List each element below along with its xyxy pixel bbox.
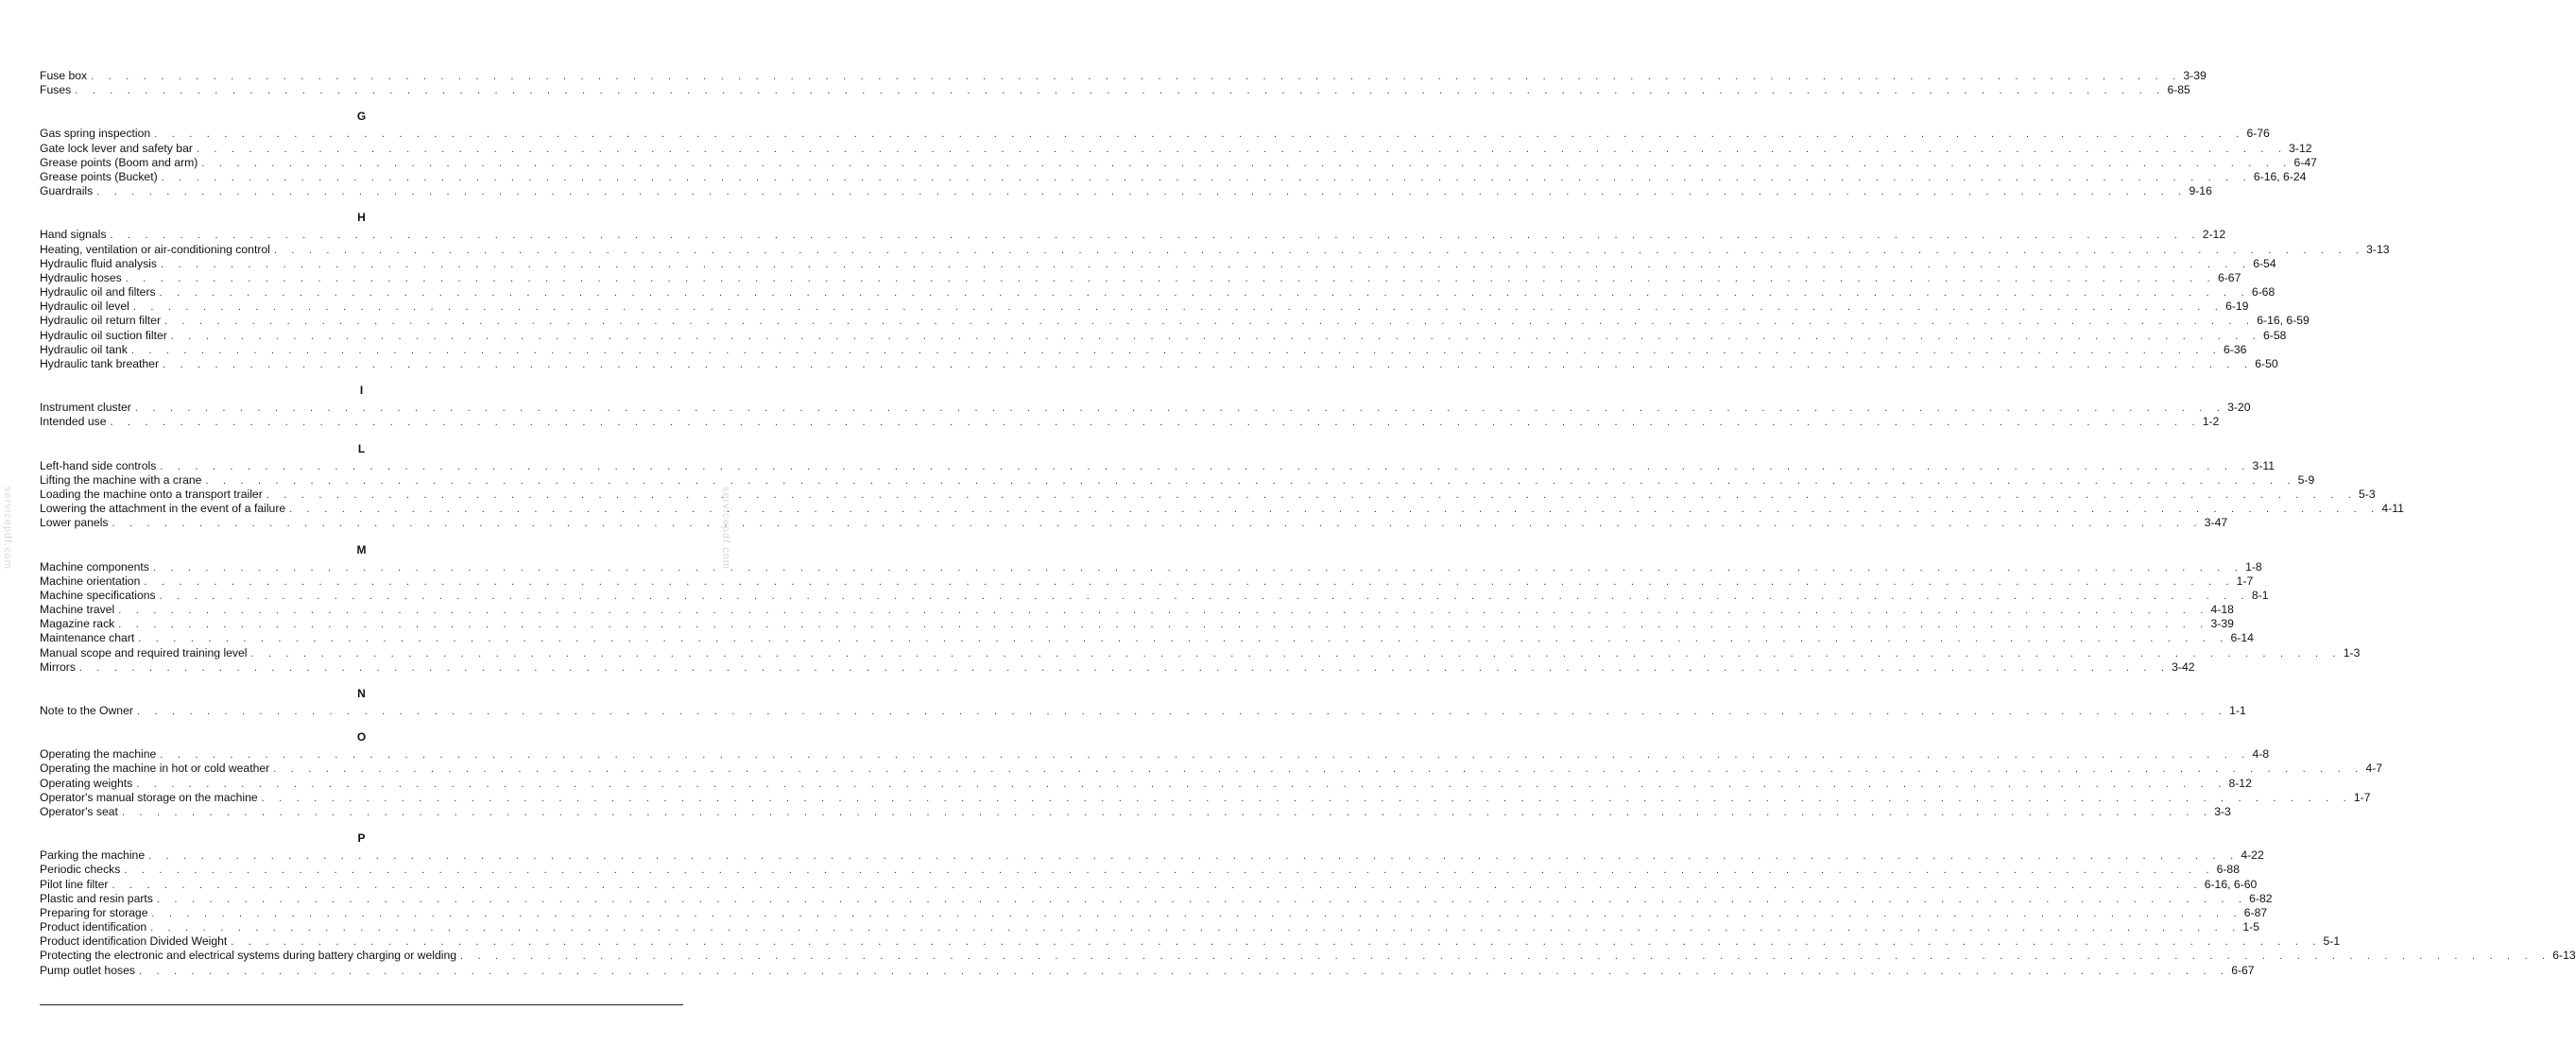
index-entry[interactable]	[40, 574, 2254, 589]
dot-leader: . . . . . . . . . . . . . . . . . . . . . . . . . . . . . . . . . . . . . . . . . . . . . . . . . . . . . . . . . . . . . . . . . . . . . . . . . . . . . . . . . . . . . . . . . . . . . . . . . . . . . . . . . . . . . . . . . . . . . . . .	[144, 575, 2235, 588]
dot-leader: . . . . . . . . . . . . . . . . . . . . . . . . . . . . . . . . . . . . . . . . . . . . . . . . . . . . . . . . . . . . . . . . . . . . . . . . . . . . . . . . . . . . . . . . . . . . . . . . . . . . . . . . . . . . . . . . . . . . . . . .	[266, 488, 2358, 501]
section-letter: M	[356, 542, 367, 557]
index-term: Machine specifications	[40, 588, 156, 602]
page-reference: 1-5	[2242, 920, 2259, 934]
index-term: Manual scope and required training level	[40, 645, 248, 659]
dot-leader: . . . . . . . . . . . . . . . . . . . . . . . . . . . . . . . . . . . . . . . . . . . . . . . . . . . . . . . . . . . . . . . . . . . . . . . . . . . . . . . . . . . . . . . . . . . . . . . . . . . . . . . . . . . . . . . . . . . . . . . .	[160, 749, 2251, 762]
page-reference: 3-11	[2252, 458, 2275, 472]
index-term: Hydraulic oil level	[40, 300, 129, 314]
index-entry[interactable]	[40, 242, 2390, 257]
dot-leader: . . . . . . . . . . . . . . . . . . . . . . . . . . . . . . . . . . . . . . . . . . . . . . . . . . . . . . . . . . . . . . . . . . . . . . . . . . . . . . . . . . . . . . . . . . . . . . . . . . . . . . . . . . . . . . . . . . . . . . . .	[132, 301, 2224, 314]
index-term: Hydraulic tank breather	[40, 357, 159, 370]
index-term: Fuse box	[40, 69, 88, 82]
page-reference: 6-67	[2231, 963, 2255, 977]
page-reference: 6-58	[2263, 328, 2287, 342]
index-entry[interactable]	[40, 891, 2273, 906]
dot-leader: . . . . . . . . . . . . . . . . . . . . . . . . . . . . . . . . . . . . . . . . . . . . . . . . . . . . . . . . . . . . . . . . . . . . . . . . . . . . . . . . . . . . . . . . . . . . . . . . . . . . . . . . . . . . . . . . . . . . . . . .	[163, 359, 2254, 370]
dot-leader: . . . . . . . . . . . . . . . . . . . . . . . . . . . . . . . . . . . . . . . . . . . . . . . . . . . . . . . . . . . . . . . . . . . . . . . . . . . . . . . . . . . . . . . . . . . . . . . . . . . . . . . . . . . . . . . . . . . . . . . .	[125, 272, 2216, 284]
index-term: Lowering the attachment in the event of a failure	[40, 502, 286, 516]
index-term: Magazine rack	[40, 617, 115, 631]
index-entry[interactable]	[40, 69, 2207, 83]
index-term: Machine travel	[40, 603, 115, 617]
index-term: Mirrors	[40, 659, 76, 674]
index-term: Hydraulic oil tank	[40, 342, 128, 356]
page-reference: 6-82	[2249, 891, 2273, 905]
index-entry[interactable]	[40, 645, 2361, 660]
page-reference: 5-3	[2359, 487, 2376, 501]
dot-leader: . . . . . . . . . . . . . . . . . . . . . . . . . . . . . . . . . . . . . . . . . . . . . . . . . . . . . . . . . . . . . . . . . . . . . . . . . . . . . . . . . . . . . . . . . . . . . . . . . . . . . . . . . . . . . . . . . . . . . . . .	[134, 403, 2226, 415]
index-term: Maintenance chart	[40, 631, 135, 645]
watermark-left: servicepdf.com	[2, 487, 13, 570]
index-entry[interactable]	[40, 747, 2270, 762]
dot-leader: . . . . . . . . . . . . . . . . . . . . . . . . . . . . . . . . . . . . . . . . . . . . . . . . . . . . . . . . . . . . . . . . . . . . . . . . . . . . . . . . . . . . . . . . . . . . . . . . . . . . . . . . . . . . . . . . . . . . . . . .	[136, 778, 2227, 790]
index-section	[40, 730, 2383, 819]
index-entry[interactable]	[40, 963, 2255, 978]
index-section	[40, 211, 2390, 371]
page-reference: 3-39	[2183, 69, 2207, 82]
index-term: Product identification	[40, 920, 147, 934]
index-entry[interactable]	[40, 704, 2246, 718]
index-term: Operating the machine in hot or cold weather	[40, 762, 270, 776]
index-term: Hydraulic oil return filter	[40, 314, 162, 328]
dot-leader: . . . . . . . . . . . . . . . . . . . . . . . . . . . . . . . . . . . . . . . . . . . . . . . . . . . . . . . . . . . . . . . . . . . . . . . . . . . . . . . . . . . . . . . . . . . . . . . . . . . . . . . . . . . . . . . . . . . . . . . .	[150, 922, 2241, 934]
index-entry[interactable]	[40, 184, 2212, 198]
index-section	[40, 384, 2251, 429]
index-entry[interactable]	[40, 401, 2251, 415]
index-term: Hand signals	[40, 228, 107, 242]
index-entry[interactable]	[40, 228, 2226, 242]
index-term: Lower panels	[40, 516, 109, 530]
index-entry[interactable]	[40, 848, 2264, 863]
index-entry[interactable]	[40, 472, 2315, 488]
index-entry[interactable]	[40, 328, 2287, 343]
page-reference: 6-14	[2230, 631, 2254, 645]
index-term: Operating weights	[40, 776, 133, 790]
index-entry[interactable]	[40, 790, 2371, 805]
dot-leader: . . . . . . . . . . . . . . . . . . . . . . . . . . . . . . . . . . . . . . . . . . . . . . . . . . . . . . . . . . . . . . . . . . . . . . . . . . . . . . . . . . . . . . . . . . . . . . . . . . . . . . . . . . . . . . . . . . . . . . . .	[201, 157, 2293, 169]
page-reference: 6-88	[2216, 863, 2240, 877]
dot-leader: . . . . . . . . . . . . . . . . . . . . . . . . . . . . . . . . . . . . . . . . . . . . . . . . . . . . . . . . . . . . . . . . . . . . . . . . . . . . . . . . . . . . . . . . . . . . . . . . . . . . . . . . . . . . . . . . . . . . . . . .	[170, 330, 2262, 342]
index-term: Hydraulic fluid analysis	[40, 256, 157, 270]
index-entry[interactable]	[40, 603, 2234, 617]
index-entry[interactable]	[40, 863, 2240, 877]
index-entry[interactable]	[40, 631, 2254, 645]
index-section	[40, 69, 2207, 97]
dot-leader: . . . . . . . . . . . . . . . . . . . . . . . . . . . . . . . . . . . . . . . . . . . . . . . . . . . . . . . . . . . . . . . . . . . . . . . . . . . . . . . . . . . . . . . . . . . . . . . . . . . . . . . . . . . . . . . . . . . . . . . .	[110, 417, 2201, 429]
page-reference: 5-9	[2297, 472, 2315, 487]
index-term: Gate lock lever and safety bar	[40, 141, 193, 155]
dot-leader: . . . . . . . . . . . . . . . . . . . . . . . . . . . . . . . . . . . . . . . . . . . . . . . . . . . . . . . . . . . . . . . . . . . . . . . . . . . . . . . . . . . . . . . . . . . . . . . . . . . . . . . . . . . . . . . . . . . . . . . .	[75, 85, 2166, 97]
index-entry[interactable]	[40, 949, 2576, 963]
dot-leader: . . . . . . . . . . . . . . . . . . . . . . . . . . . . . . . . . . . . . . . . . . . . . . . . . . . . . . . . . . . . . . . . . . . . . . . . . . . . . . . . . . . . . . . . . . . . . . . . . . . . . . . . . . . . . . . . . . . . . . . .	[159, 287, 2250, 300]
index-term: Operating the machine	[40, 747, 157, 762]
index-entry[interactable]	[40, 920, 2259, 934]
dot-leader: . . . . . . . . . . . . . . . . . . . . . . . . . . . . . . . . . . . . . . . . . . . . . . . . . . . . . . . . . . . . . . . . . . . . . . . . . . . . . . . . . . . . . . . . . . . . . . . . . . . . . . . . . . . . . . . . . . . . . . . .	[289, 504, 2380, 516]
dot-leader: . . . . . . . . . . . . . . . . . . . . . . . . . . . . . . . . . . . . . . . . . . . . . . . . . . . . . . . . . . . . . . . . . . . . . . . . . . . . . . . . . . . . . . . . . . . . . . . . . . . . . . . . . . . . . . . . . . . . . . . .	[261, 792, 2352, 804]
index-term: Grease points (Bucket)	[40, 169, 158, 183]
page-reference: 3-3	[2214, 804, 2231, 818]
dot-leader: . . . . . . . . . . . . . . . . . . . . . . . . . . . . . . . . . . . . . . . . . . . . . . . . . . . . . . . . . . . . . . . . . . . . . . . . . . . . . . . . . . . . . . . . . . . . . . . . . . . . . . . . . . . . . . . . . . . . . . . .	[121, 806, 2213, 818]
index-entry[interactable]	[40, 285, 2275, 300]
index-entry[interactable]	[40, 659, 2195, 675]
section-letter: L	[357, 441, 366, 455]
index-term: Machine orientation	[40, 574, 141, 588]
index-term: Grease points (Boom and arm)	[40, 155, 198, 169]
page-reference: 6-87	[2243, 905, 2268, 919]
page-reference: 6-54	[2253, 256, 2276, 270]
dot-leader: . . . . . . . . . . . . . . . . . . . . . . . . . . . . . . . . . . . . . . . . . . . . . . . . . . . . . . . . . . . . . . . . . . . . . . . . . . . . . . . . . . . . . . . . . . . . . . . . . . . . . . . . . . . . . . . . . . . . . . . .	[250, 647, 2342, 659]
section-letter: H	[357, 211, 366, 225]
index-entry[interactable]	[40, 516, 2228, 530]
index-term: Hydraulic oil and filters	[40, 285, 156, 300]
page-reference: 1-2	[2202, 415, 2220, 429]
index-term: Loading the machine onto a transport trailer	[40, 487, 263, 501]
section-letter: I	[359, 384, 364, 398]
dot-leader: . . . . . . . . . . . . . . . . . . . . . . . . . . . . . . . . . . . . . . . . . . . . . . . . . . . . . . . . . . . . . . . . . . . . . . . . . . . . . . . . . . . . . . . . . . . . . . . . . . . . . . . . . . . . . . . . . . . . . . . .	[273, 763, 2364, 776]
index-entry[interactable]	[40, 141, 2312, 156]
index-entry[interactable]	[40, 415, 2220, 429]
dot-leader: . . . . . . . . . . . . . . . . . . . . . . . . . . . . . . . . . . . . . . . . . . . . . . . . . . . . . . . . . . . . . . . . . . . . . . . . . . . . . . . . . . . . . . . . . . . . . . . . . . . . . . . . . . . . . . . . . . . . . . . .	[164, 316, 2256, 328]
index-term: Preparing for storage	[40, 905, 148, 919]
dot-leader: . . . . . . . . . . . . . . . . . . . . . . . . . . . . . . . . . . . . . . . . . . . . . . . . . . . . . . . . . . . . . . . . . . . . . . . . . . . . . . . . . . . . . . . . . . . . . . . . . . . . . . . . . . . . . . . . . . . . . . . .	[154, 128, 2245, 141]
index-entry[interactable]	[40, 934, 2341, 949]
index-entry[interactable]	[40, 776, 2252, 791]
index-entry[interactable]	[40, 588, 2269, 603]
index-term: Gas spring inspection	[40, 127, 151, 141]
index-term: Note to the Owner	[40, 704, 133, 717]
page-reference: 1-8	[2245, 559, 2262, 574]
page-reference: 1-3	[2343, 645, 2361, 659]
index-term: Hydraulic hoses	[40, 270, 122, 284]
index-term: Parking the machine	[40, 848, 146, 863]
index-term: Hydraulic oil suction filter	[40, 328, 167, 342]
index-term: Product identification Divided Weight	[40, 934, 228, 949]
dot-leader: . . . . . . . . . . . . . . . . . . . . . . . . . . . . . . . . . . . . . . . . . . . . . . . . . . . . . . . . . . . . . . . . . . . . . . . . . . . . . . . . . . . . . . . . . . . . . . . . . . . . . . . . . . . . . . . . . . . . . . . .	[112, 879, 2203, 891]
index-term: Fuses	[40, 83, 72, 97]
index-section	[40, 542, 2361, 676]
index-term: Left-hand side controls	[40, 458, 157, 472]
dot-leader: . . . . . . . . . . . . . . . . . . . . . . . . . . . . . . . . . . . . . . . . . . . . . . . . . . . . . . . . . . . . . . . . . . . . . . . . . . . . . . . . . . . . . . . . . . . . . . . . . . . . . . . . . . . . . . . . . . . . . . . .	[159, 590, 2250, 602]
dot-leader: . . . . . . . . . . . . . . . . . . . . . . . . . . . . . . . . . . . . . . . . . . . . . . . . . . . . . . . . . . . . . . . . . . . . . . . . . . . . . . . . . . . . . . . . . . . . . . . . . . . . . . . . . . . . . . . . . . . . . . . .	[124, 865, 2215, 877]
watermark-right: servicepdf.com	[720, 487, 731, 570]
footer-rule	[40, 1004, 683, 1005]
index-entry[interactable]	[40, 502, 2404, 516]
section-letter: O	[356, 730, 367, 745]
dot-leader: . . . . . . . . . . . . . . . . . . . . . . . . . . . . . . . . . . . . . . . . . . . . . . . . . . . . . . . . . . . . . . . . . . . . . . . . . . . . . . . . . . . . . . . . . . . . . . . . . . . . . . . . . . . . . . . . . . . . . . . .	[118, 605, 2209, 617]
index-entry[interactable]	[40, 83, 2190, 97]
dot-leader: . . . . . . . . . . . . . . . . . . . . . . . . . . . . . . . . . . . . . . . . . . . . . . . . . . . . . . . . . . . . . . . . . . . . . . . . . . . . . . . . . . . . . . . . . . . . . . . . . . . . . . . . . . . . . . . . . . . . . . . .	[196, 143, 2288, 155]
dot-leader: . . . . . . . . . . . . . . . . . . . . . . . . . . . . . . . . . . . . . . . . . . . . . . . . . . . . . . . . . . . . . . . . . . . . . . . . . . . . . . . . . . . . . . . . . . . . . . . . . . . . . . . . . . . . . . . . . . . . . . . .	[118, 619, 2209, 631]
section-letter: P	[357, 831, 366, 846]
index-entry[interactable]	[40, 300, 2249, 314]
index-entry[interactable]	[40, 256, 2276, 271]
index-section	[40, 687, 2246, 718]
page-reference: 3-42	[2172, 659, 2195, 674]
page-reference: 8-1	[2251, 588, 2269, 602]
index-section	[40, 110, 2317, 198]
dot-leader: . . . . . . . . . . . . . . . . . . . . . . . . . . . . . . . . . . . . . . . . . . . . . . . . . . . . . . . . . . . . . . . . . . . . . . . . . . . . . . . . . . . . . . . . . . . . . . . . . . . . . . . . . . . . . . . . . . . . . . . .	[138, 965, 2230, 977]
index-term: Instrument cluster	[40, 401, 131, 415]
index-term: Periodic checks	[40, 863, 121, 877]
page-reference: 6-76	[2246, 127, 2270, 141]
index-entry[interactable]	[40, 804, 2231, 819]
index-term: Lifting the machine with a crane	[40, 472, 202, 487]
dot-leader: . . . . . . . . . . . . . . . . . . . . . . . . . . . . . . . . . . . . . . . . . . . . . . . . . . . . . . . . . . . . . . . . . . . . . . . . . . . . . . . . . . . . . . . . . . . . . . . . . . . . . . . . . . . . . . . . . . . . . . . .	[136, 706, 2228, 717]
index-term: Heating, ventilation or air-conditioning control	[40, 242, 270, 256]
page-reference: 6-19	[2225, 300, 2249, 314]
page-reference: 5-1	[2323, 934, 2341, 949]
page-reference: 8-12	[2228, 776, 2252, 790]
dot-leader: . . . . . . . . . . . . . . . . . . . . . . . . . . . . . . . . . . . . . . . . . . . . . . . . . . . . . . . . . . . . . . . . . . . . . . . . . . . . . . . . . . . . . . . . . . . . . . . . . . . . . . . . . . . . . . . . . . . . . . . .	[110, 230, 2201, 242]
index-entry[interactable]	[40, 342, 2247, 357]
index-term: Intended use	[40, 415, 107, 429]
page-reference: 6-16, 6-59	[2257, 314, 2310, 328]
dot-leader: . . . . . . . . . . . . . . . . . . . . . . . . . . . . . . . . . . . . . . . . . . . . . . . . . . . . . . . . . . . . . . . . . . . . . . . . . . . . . . . . . . . . . . . . . . . . . . . . . . . . . . . . . . . . . . . . . . . . . . . .	[78, 661, 2171, 674]
index-term: Guardrails	[40, 184, 94, 198]
page-reference: 4-11	[2381, 502, 2404, 516]
index-term: Protecting the electronic and electrical systems during battery charging or welding	[40, 949, 457, 963]
dot-leader: . . . . . . . . . . . . . . . . . . . . . . . . . . . . . . . . . . . . . . . . . . . . . . . . . . . . . . . . . . . . . . . . . . . . . . . . . . . . . . . . . . . . . . . . . . . . . . . . . . . . . . . . . . . . . . . . . . . . . . . .	[148, 850, 2240, 863]
index-term: Pilot line filter	[40, 877, 109, 891]
index-entry[interactable]	[40, 314, 2310, 328]
index-term: Pump outlet hoses	[40, 963, 135, 977]
section-letter: G	[356, 110, 367, 124]
page-reference: 4-18	[2210, 603, 2234, 617]
dot-leader: . . . . . . . . . . . . . . . . . . . . . . . . . . . . . . . . . . . . . . . . . . . . . . . . . . . . . . . . . . . . . . . . . . . . . . . . . . . . . . . . . . . . . . . . . . . . . . . . . . . . . . . . . . . . . . . . . . . . . . . .	[161, 171, 2252, 183]
page-reference: 3-12	[2289, 141, 2312, 155]
dot-leader: . . . . . . . . . . . . . . . . . . . . . . . . . . . . . . . . . . . . . . . . . . . . . . . . . . . . . . . . . . . . . . . . . . . . . . . . . . . . . . . . . . . . . . . . . . . . . . . . . . . . . . . . . . . . . . . . . . . . . . . .	[273, 244, 2365, 256]
page-reference: 3-47	[2204, 516, 2228, 530]
index-entry[interactable]	[40, 762, 2383, 776]
index-entry[interactable]	[40, 155, 2317, 170]
index-entry[interactable]	[40, 127, 2270, 141]
page-reference: 3-20	[2227, 401, 2251, 415]
page-reference: 6-16, 6-24	[2253, 169, 2307, 183]
dot-leader: . . . . . . . . . . . . . . . . . . . . . . . . . . . . . . . . . . . . . . . . . . . . . . . . . . . . . . . . . . . . . . . . . . . . . . . . . . . . . . . . . . . . . . . . . . . . . . . . . . . . . . . . . . . . . . . . . . . . . . . .	[231, 936, 2322, 949]
page-reference: 6-67	[2217, 270, 2241, 284]
page-reference: 6-50	[2255, 357, 2278, 370]
dot-leader: . . . . . . . . . . . . . . . . . . . . . . . . . . . . . . . . . . . . . . . . . . . . . . . . . . . . . . . . . . . . . . . . . . . . . . . . . . . . . . . . . . . . . . . . . . . . . . . . . . . . . . . . . . . . . . . . . . . . . . . .	[151, 907, 2242, 919]
page-reference: 9-16	[2189, 184, 2212, 198]
page-reference: 6-16, 6-60	[2204, 877, 2258, 891]
dot-leader: . . . . . . . . . . . . . . . . . . . . . . . . . . . . . . . . . . . . . . . . . . . . . . . . . . . . . . . . . . . . . . . . . . . . . . . . . . . . . . . . . . . . . . . . . . . . . . . . . . . . . . . . . . . . . . . . . . . . . . . .	[152, 561, 2244, 574]
page-reference: 6-85	[2167, 83, 2190, 97]
section-letter: N	[357, 687, 366, 700]
dot-leader: . . . . . . . . . . . . . . . . . . . . . . . . . . . . . . . . . . . . . . . . . . . . . . . . . . . . . . . . . . . . . . . . . . . . . . . . . . . . . . . . . . . . . . . . . . . . . . . . . . . . . . . . . . . . . . . . . . . . . . . .	[91, 71, 2182, 82]
index-term: Operator's manual storage on the machine	[40, 790, 258, 804]
index-term: Plastic and resin parts	[40, 891, 153, 905]
page-reference: 1-1	[2229, 704, 2246, 717]
page-reference: 6-36	[2224, 342, 2247, 356]
index-entry[interactable]	[40, 487, 2376, 502]
index-entry[interactable]	[40, 905, 2268, 920]
page-reference: 6-47	[2293, 155, 2317, 169]
page-reference: 4-22	[2241, 848, 2264, 863]
dot-leader: . . . . . . . . . . . . . . . . . . . . . . . . . . . . . . . . . . . . . . . . . . . . . . . . . . . . . . . . . . . . . . . . . . . . . . . . . . . . . . . . . . . . . . . . . . . . . . . . . . . . . . . . . . . . . . . . . . . . . . . .	[138, 633, 2229, 645]
index-entry[interactable]	[40, 357, 2278, 371]
dot-leader: . . . . . . . . . . . . . . . . . . . . . . . . . . . . . . . . . . . . . . . . . . . . . . . . . . . . . . . . . . . . . . . . . . . . . . . . . . . . . . . . . . . . . . . . . . . . . . . . . . . . . . . . . . . . . . . . . . . . . . . .	[156, 893, 2248, 905]
page-reference: 3-39	[2210, 617, 2234, 631]
index-entry[interactable]	[40, 169, 2307, 184]
page-reference: 1-7	[2353, 790, 2371, 804]
page-reference: 6-68	[2251, 285, 2275, 300]
page-reference: 4-8	[2252, 747, 2270, 762]
index-entry[interactable]	[40, 559, 2262, 574]
page-reference: 4-7	[2365, 762, 2383, 776]
page-reference: 2-12	[2202, 228, 2226, 242]
index-entry[interactable]	[40, 270, 2241, 285]
dot-leader: . . . . . . . . . . . . . . . . . . . . . . . . . . . . . . . . . . . . . . . . . . . . . . . . . . . . . . . . . . . . . . . . . . . . . . . . . . . . . . . . . . . . . . . . . . . . . . . . . . . . . . . . . . . . . . . . . . . . . . . .	[112, 518, 2203, 530]
index-entry[interactable]	[40, 877, 2258, 892]
dot-leader: . . . . . . . . . . . . . . . . . . . . . . . . . . . . . . . . . . . . . . . . . . . . . . . . . . . . . . . . . . . . . . . . . . . . . . . . . . . . . . . . . . . . . . . . . . . . . . . . . . . . . . . . . . . . . . . . . . . . . . . .	[96, 186, 2188, 198]
dot-leader: . . . . . . . . . . . . . . . . . . . . . . . . . . . . . . . . . . . . . . . . . . . . . . . . . . . . . . . . . . . . . . . . . . . . . . . . . . . . . . . . . . . . . . . . . . . . . . . . . . . . . . . . . . . . . . . . . . . . . . . .	[160, 460, 2251, 472]
index-entry[interactable]	[40, 617, 2234, 631]
index-term: Operator's seat	[40, 804, 118, 818]
page-reference: 3-13	[2366, 242, 2390, 256]
index-entry[interactable]	[40, 458, 2275, 473]
index-section	[40, 831, 2576, 978]
index-term: Machine components	[40, 559, 149, 574]
dot-leader: . . . . . . . . . . . . . . . . . . . . . . . . . . . . . . . . . . . . . . . . . . . . . . . . . . . . . . . . . . . . . . . . . . . . . . . . . . . . . . . . . . . . . . . . . . . . . . . . . . . . . . . . . . . . . . . . . . . . . . . .	[205, 474, 2296, 487]
dot-leader: . . . . . . . . . . . . . . . . . . . . . . . . . . . . . . . . . . . . . . . . . . . . . . . . . . . . . . . . . . . . . . . . . . . . . . . . . . . . . . . . . . . . . . . . . . . . . . . . . . . . . . . . . . . . . . . . . . . . . . . .	[460, 951, 2551, 963]
dot-leader: . . . . . . . . . . . . . . . . . . . . . . . . . . . . . . . . . . . . . . . . . . . . . . . . . . . . . . . . . . . . . . . . . . . . . . . . . . . . . . . . . . . . . . . . . . . . . . . . . . . . . . . . . . . . . . . . . . . . . . . .	[130, 344, 2223, 356]
page-reference: 1-7	[2236, 574, 2254, 588]
page-reference: 6-13	[2552, 949, 2576, 963]
dot-leader: . . . . . . . . . . . . . . . . . . . . . . . . . . . . . . . . . . . . . . . . . . . . . . . . . . . . . . . . . . . . . . . . . . . . . . . . . . . . . . . . . . . . . . . . . . . . . . . . . . . . . . . . . . . . . . . . . . . . . . . .	[160, 258, 2252, 270]
